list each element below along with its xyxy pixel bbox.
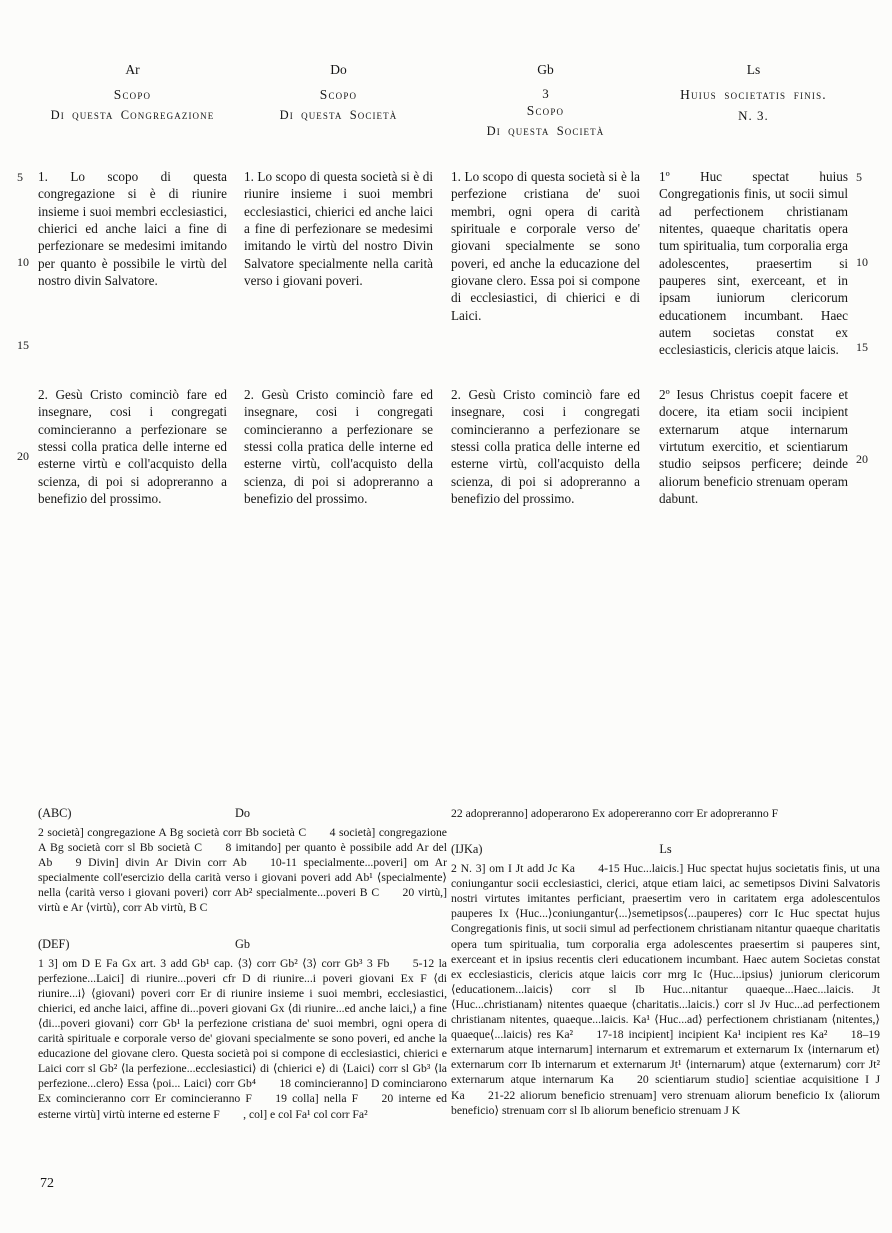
line-number-left-20: 20 — [17, 449, 29, 463]
apparatus-block-ijka-ls-header — [451, 842, 880, 859]
line-number-right-5: 5 — [856, 170, 862, 184]
column-gb-subtitle: Di questa Società — [486, 124, 605, 138]
apparatus-witness-group: (ABC) — [38, 806, 72, 820]
line-number-right-10: 10 — [856, 255, 868, 269]
column-do-siglum: Do — [330, 62, 347, 77]
column-do-paragraph-1: 1. Lo scopo di questa società si è di riunire insieme i suoi membri ecclesiastici, chierici ed anche laici a fine di perfezionare se medesimi imitando le virtù del nostro Divin Salvatore specialmente nella carità verso i giovani poveri. — [244, 169, 433, 288]
column-do — [244, 62, 433, 506]
apparatus-source-siglum: Do — [234, 806, 251, 820]
apparatus-block-ijka-ls — [451, 842, 880, 1118]
column-ar-siglum: Ar — [125, 62, 140, 77]
column-ar-subtitle: Di questa Congregazione — [50, 107, 215, 122]
line-number-right-15: 15 — [856, 340, 868, 354]
line-number-left-10: 10 — [17, 255, 29, 269]
apparatus-entries: 2 società] congregazione A Bg società corr Bb società C 4 società] congregazione A Bg società corr sl Bb società C 8 imitando] per quanto è possibile add Ar del Ab 9 Divin] divin Ar Divin corr Ab 10-11 specialmente...poveri] om Ar specialmente coll'esercizio della carità verso i giovani poveri add Ab¹ ⟨specialmente⟩ nella ⟨carità verso i giovani poveri⟩ corr Ab² specialmente...poveri B C 20 virtù,] virtù e Ar ⟨virtù⟩, corr Ab virtù, B C — [38, 826, 447, 915]
column-do-header — [244, 62, 433, 123]
column-ar — [38, 62, 227, 506]
column-do-paragraph-2: 2. Gesù Cristo cominciò fare ed insegnare, cosi i congregati comincieranno a perfezionare se stessi colla pratica delle interne ed esterne virtù, coll'acquisto della scienza, di poi si adopreranno a benefizio del prossimo. — [244, 387, 433, 506]
column-do-subtitle: Di questa Società — [279, 107, 398, 122]
column-ls — [659, 62, 848, 506]
column-gb-header — [451, 62, 640, 140]
apparatus-overflow-line: 22 adopreranno] adoperarono Ex adopereranno corr Er adopreranno F — [451, 807, 779, 820]
apparatus-source-siglum: Ls — [659, 842, 672, 857]
column-gb-siglum: Gb — [537, 62, 554, 77]
page-number: 72 — [40, 1176, 54, 1191]
column-ls-subtitle: N. 3. — [738, 107, 769, 123]
column-gb-paragraph-1: 1. Lo scopo di questa società si è la perfezione cristiana de' suoi membri, ogni opera di carità spirituale e corporale verso de' giovani specialmente se sono poveri, ed anche la educazione del giovane clero. Essa poi si compone di ecclesiastici, di chierici e di Laici. — [451, 169, 640, 323]
column-ar-paragraph-1: 1. Lo scopo di questa congregazione si è di riunire insieme i suoi membri ecclesiastici, chierici ed anche laici a fine di perfezionare se medesimi imitando per quanto è possibile le virtù del nostro divin Salvatore. — [38, 169, 227, 288]
apparatus-left-column — [38, 806, 447, 1122]
apparatus-block-abc-do-header — [38, 806, 447, 823]
column-do-title: Scopo — [319, 86, 358, 102]
apparatus-block-abc-do — [38, 806, 447, 916]
column-gb-number: 3 — [542, 85, 549, 101]
column-ls-siglum: Ls — [746, 62, 761, 77]
line-number-right-20: 20 — [856, 452, 868, 466]
column-ar-paragraph-2: 2. Gesù Cristo cominciò fare ed insegnare, cosi i congregati comincieranno a perfezionare se stessi colla pratica delle interne ed esterne virtù e coll'acquisto della scienza, di poi si adopreranno a benefizio del prossimo. — [38, 387, 227, 506]
column-ar-title: Scopo — [113, 86, 152, 102]
column-gb-paragraph-2: 2. Gesù Cristo cominciò fare ed insegnare, cosi i congregati comincieranno a perfezionare se stessi colla pratica delle interne ed esterne virtù, coll'acquisto della scienza, di poi si adopreranno a benefizio del prossimo. — [451, 387, 640, 506]
column-ar-header — [38, 62, 227, 123]
apparatus-source-siglum: Gb — [234, 936, 251, 951]
apparatus-block-def-gb — [38, 937, 447, 1122]
column-ls-header — [659, 62, 848, 124]
column-ls-title: Huius societatis finis. — [680, 86, 827, 102]
column-ls-paragraph-2: 2º Iesus Christus coepit facere et docere, ita etiam socii incipient externarum atque internarum virtutum exercitio, et scientiarum studio seipsos perficere; deinde aliorum beneficio strenuam operam dabunt. — [659, 387, 848, 506]
apparatus-witness-group: (DEF) — [38, 936, 70, 951]
apparatus-witness-group: (IJKa) — [451, 842, 483, 857]
apparatus-entries: 1 3] om D E Fa Gx art. 3 add Gb¹ cap. ⟨3⟩ corr Gb² ⟨3⟩ corr Gb³ 3 Fb 5-12 la perfezione...Laici] di riunire...poveri cfr D di riunire...i poveri giovani Ex F ⟨di riunire...i⟩ ⟨giovani⟩ poveri corr Er di riunire insieme i suoi membri, ecclesiastici, chierici, ed anche laici, affine di...poveri giovani Gx ⟨di riunire...ed anche laici,⟩ a fine ⟨di...poveri giovani⟩ corr Gb¹ la perfezione cristiana de' suoi membri, ogni opera di carità spirituale e corporale verso de' giovani specialmente se sono poveri, ed anche la educazione del giovane clero. Questa società poi si compone di ecclesiastici, chierici e Laici corr sl Gb² ⟨la perfezione...ecclesiastici⟩ di ⟨chierici e⟩ di ⟨Laici⟩ corr sl Gb³ ⟨la perfezione...clero⟩ Essa ⟨poi... Laici⟩ corr Gb⁴ 18 comincieranno] D cominciarono Ex comincieranno corr Er comincieranno F 19 colla] nella F 20 interne ed esterne virtù] virtù interne ed esterne F , col] e col Fa¹ col corr Fa² — [38, 956, 447, 1121]
column-gb — [451, 62, 640, 506]
line-number-left-15: 15 — [17, 338, 29, 352]
apparatus-block-def-gb-header — [38, 937, 447, 954]
apparatus-right-column — [451, 806, 880, 1118]
column-ls-paragraph-1: 1º Huc spectat huius Congregationis finis, ut socii simul ad perfectionem christianam nitentes, quaeque charitatis opera tum spiritualia, tum corporalia erga adolescentes, praesertim si pauperes sint, exerceant, et in ipsam iuniorum clericorum educationem incumbant. Haec autem societas constat ex ecclesiasticis, clericis atque laicis. — [659, 169, 848, 358]
apparatus-entries: 2 N. 3] om I Jt add Jc Ka 4-15 Huc...laicis.] Huc spectat hujus societatis finis, ut una coniungantur socii ecclesiastici, clerici, atque etiam laici, ac semetipsos Divini Salvatoris nostri virtutes imitantes perficiant, praesertim vero in caritatem erga adolescentulos pauperes Ix ⟨Huc...⟩coniungantur⟨...⟩semetipsos⟨...pauperes⟩ corr Ic Huc spectat hujus Congregationis finis, ut socii simul ad perfectionem christianam nitantur quaeque charitatis opera tum spiritualia, tum corporalia erga adolescentes praesertim si pauperes sint, exerceant et in ipsius recentis cleri educationem incumbant. Haec autem Societas constat ex ecclesiasticis, clericis atque laicis corr mrg Ic ⟨Huc...ipsius⟩ juniorum clericorum ⟨educationem...laicis⟩ corr sl Ib Huc...nitantur quaeque...Haec...laicis. Jt ⟨Huc...christianam⟩ nitentes quaeque ⟨charitatis...laicis.⟩ corr sl Jv Huc...ad perfectionem christianam nitentes, quaeque...laicis. Ka¹ ⟨Huc...ad⟩ perfectionem christianam ⟨nitentes,⟩ quaeque⟨...laicis⟩ res Ka² 17-18 incipient] incipient Ka¹ incipient res Ka² 18–19 externarum atque internarum] internarum et extremarum et externarum Ix ⟨internarum et⟩ externarum corr Ib internarum et externarum Jt¹ ⟨internarum⟩ atque ⟨externarum⟩ corr Jt² externarum atque internarum Ka 20 scientiarum studio] scientiae acquisitione I J Ka 21-22 aliorum beneficio strenuam] vero strenuam aliorum beneficio Ix ⟨aliorum beneficio⟩ strenuam corr sl Ib aliorum beneficio strenuam J K — [451, 862, 880, 1117]
line-number-left-5: 5 — [17, 170, 23, 184]
column-gb-title: Scopo — [526, 103, 565, 119]
